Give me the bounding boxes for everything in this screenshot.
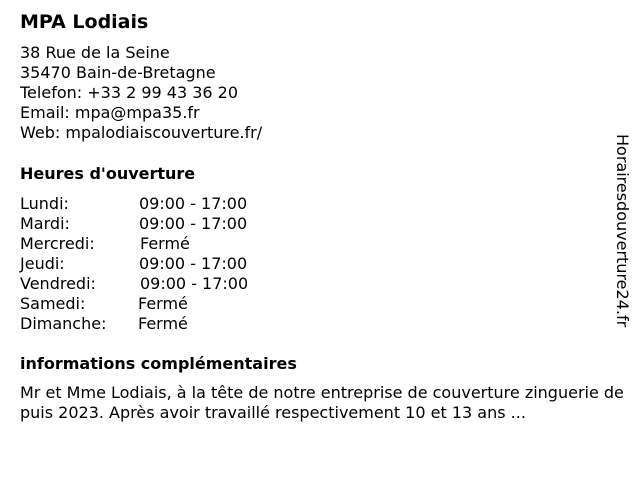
day-label: Mardi: <box>20 214 70 233</box>
opening-hours-heading: Heures d'ouverture <box>20 164 196 183</box>
hours-value: 09:00 - 17:00 <box>139 214 248 233</box>
hours-value: Fermé <box>140 234 190 253</box>
address-postal-city: 35470 Bain-de-Bretagne <box>20 63 216 82</box>
hours-row-tuesday <box>20 214 320 234</box>
site-brand-vertical: Horairesdouverture24.fr <box>613 134 632 328</box>
additional-info-heading: informations complémentaires <box>20 354 297 373</box>
hours-value: 09:00 - 17:00 <box>139 194 248 213</box>
business-description: Mr et Mme Lodiais, à la tête de notre entreprise de couverture zinguerie depuis 2023. Après avoir travaillé respectivement 10 et 13 ans ... <box>20 383 624 422</box>
phone-number: Telefon: +33 2 99 43 36 20 <box>20 83 239 102</box>
address-street: 38 Rue de la Seine <box>20 43 170 62</box>
business-name: MPA Lodiais <box>20 11 149 33</box>
day-label: Dimanche: <box>20 314 107 333</box>
hours-row-thursday <box>20 254 320 274</box>
day-label: Mercredi: <box>20 234 95 253</box>
hours-row-friday <box>20 274 320 294</box>
hours-row-monday <box>20 194 320 214</box>
opening-hours-list <box>20 194 320 334</box>
hours-value: 09:00 - 17:00 <box>140 274 249 293</box>
hours-row-wednesday <box>20 234 320 254</box>
day-label: Lundi: <box>20 194 69 213</box>
day-label: Jeudi: <box>20 254 65 273</box>
hours-row-sunday <box>20 314 320 334</box>
day-label: Vendredi: <box>20 274 96 293</box>
contact-block <box>20 43 262 143</box>
email-address: Email: mpa@mpa35.fr <box>20 103 200 122</box>
website-link: Web: mpalodiaiscouverture.fr/ <box>20 123 263 142</box>
hours-value: Fermé <box>138 294 188 313</box>
hours-value: 09:00 - 17:00 <box>139 254 248 273</box>
day-label: Samedi: <box>20 294 86 313</box>
hours-value: Fermé <box>138 314 188 333</box>
hours-row-saturday <box>20 294 320 314</box>
